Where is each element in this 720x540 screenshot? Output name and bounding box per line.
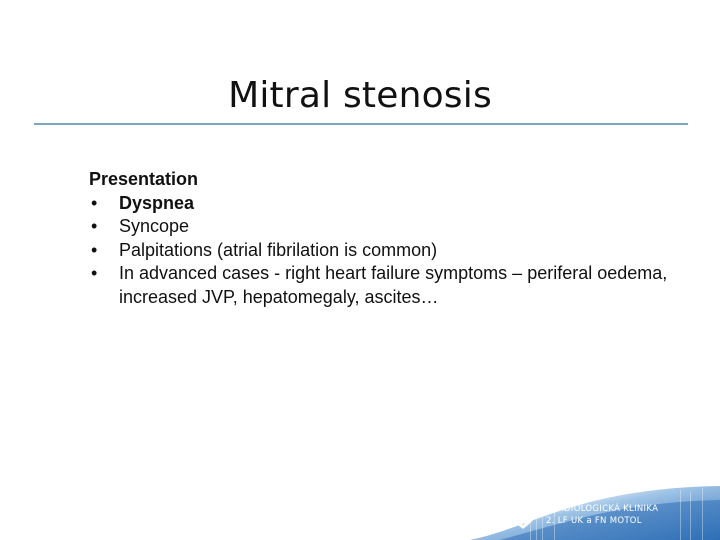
- slide-content: [89, 168, 679, 309]
- bullet-text: In advanced cases - right heart failure symptoms – periferal oedema, increased JVP, hepatomegaly, ascites…: [119, 263, 668, 307]
- bullet-text: Palpitations (atrial fibrilation is common): [119, 239, 438, 260]
- bullet-text: Syncope: [119, 216, 190, 236]
- bullet-item: [89, 192, 679, 216]
- logo-text: [546, 503, 658, 527]
- title-divider: [34, 123, 688, 125]
- bullet-item: [89, 215, 679, 239]
- bullet-item: [89, 262, 679, 309]
- heart-logo-icon: [506, 496, 540, 530]
- slide-title: Mitral stenosis: [228, 75, 492, 116]
- bullet-dot-icon: •: [91, 192, 98, 213]
- logo-line-2: 2. LF UK a FN MOTOL: [546, 516, 642, 526]
- bullet-dot-icon: •: [91, 263, 98, 283]
- bullet-dot-icon: •: [91, 216, 98, 236]
- bullet-text: Dyspnea: [119, 192, 195, 213]
- logo-line-1: KARDIOLOGICKÁ KLINIKA: [546, 504, 659, 514]
- bullet-dot-icon: •: [91, 239, 98, 260]
- section-heading: Presentation: [89, 169, 199, 189]
- bullet-list: [89, 192, 679, 310]
- bullet-item: [89, 239, 679, 263]
